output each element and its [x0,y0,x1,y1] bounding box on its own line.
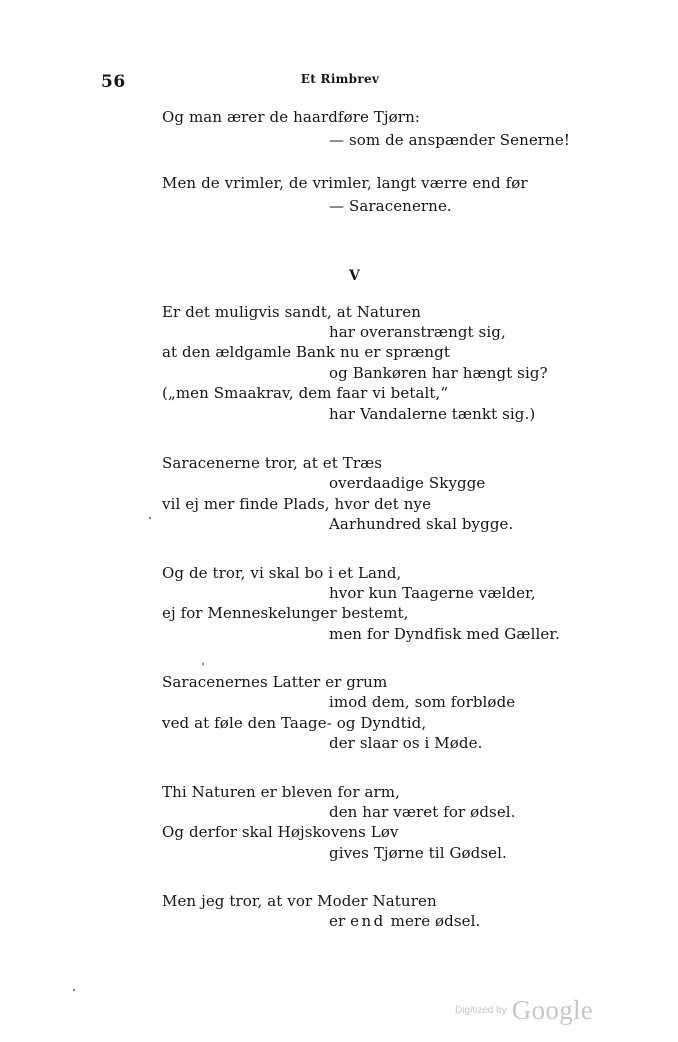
poem-line: Er det muligvis sandt, at Naturen [162,303,421,321]
digitized-by-google-watermark [455,995,593,1026]
line-start: er [329,912,346,930]
poem-line: overdaadige Skygge [329,474,486,492]
poem-line: at den ældgamle Bank nu er sprængt [162,343,451,361]
poem-line: („men Smaakrav, dem faar vi betalt,“ [162,384,449,402]
scan-speck [202,663,204,665]
line-end: mere ødsel. [390,912,481,930]
poem-line [329,911,480,931]
poem-line: der slaar os i Møde. [329,734,483,752]
section-number: V [349,268,360,284]
poem-line: imod dem, som forbløde [329,693,516,711]
poem-line: Og man ærer de haardføre Tjørn: [162,108,420,126]
poem-line: Saracenerne tror, at et Træs [162,454,383,472]
poem-line: gives Tjørne til Gødsel. [329,844,507,862]
poem-line: har overanstrængt sig, [329,323,506,341]
poem-line: Men de vrimler, de vrimler, langt værre end før [162,174,528,192]
poem-line: Men jeg tror, at vor Moder Naturen [162,892,437,910]
scan-speck [149,517,151,519]
page-number: 56 [101,72,126,92]
running-title: Et Rimbrev [300,72,380,86]
poem-line: hvor kun Taagerne vælder, [329,584,536,602]
poem-line: ej for Menneskelunger bestemt, [162,604,409,622]
poem-line: — Saracenerne. [329,197,452,215]
poem-line: vil ej mer finde Plads, hvor det nye [162,495,432,513]
spaced-emphasis: end [350,912,386,930]
poem-line: har Vandalerne tænkt sig.) [329,405,536,423]
poem-line: — som de anspænder Senerne! [329,131,570,149]
poem-line: Og derfor skal Højskovens Løv [162,823,399,841]
poem-line: og Bankøren har hængt sig? [329,364,548,382]
poem-line: den har været for ødsel. [329,803,516,821]
poem-line: men for Dyndfisk med Gæller. [329,625,560,643]
poem-line: Thi Naturen er bleven for arm, [162,783,400,801]
poem-line: Saracenernes Latter er grum [162,673,388,691]
poem-line: Aarhundred skal bygge. [329,515,514,533]
google-logo: Google [511,995,594,1025]
scan-speck [73,989,75,991]
watermark-prefix: Digitized by [455,1005,507,1016]
poem-line: ved at føle den Taage- og Dyndtid, [162,714,427,732]
poem-line: Og de tror, vi skal bo i et Land, [162,564,402,582]
